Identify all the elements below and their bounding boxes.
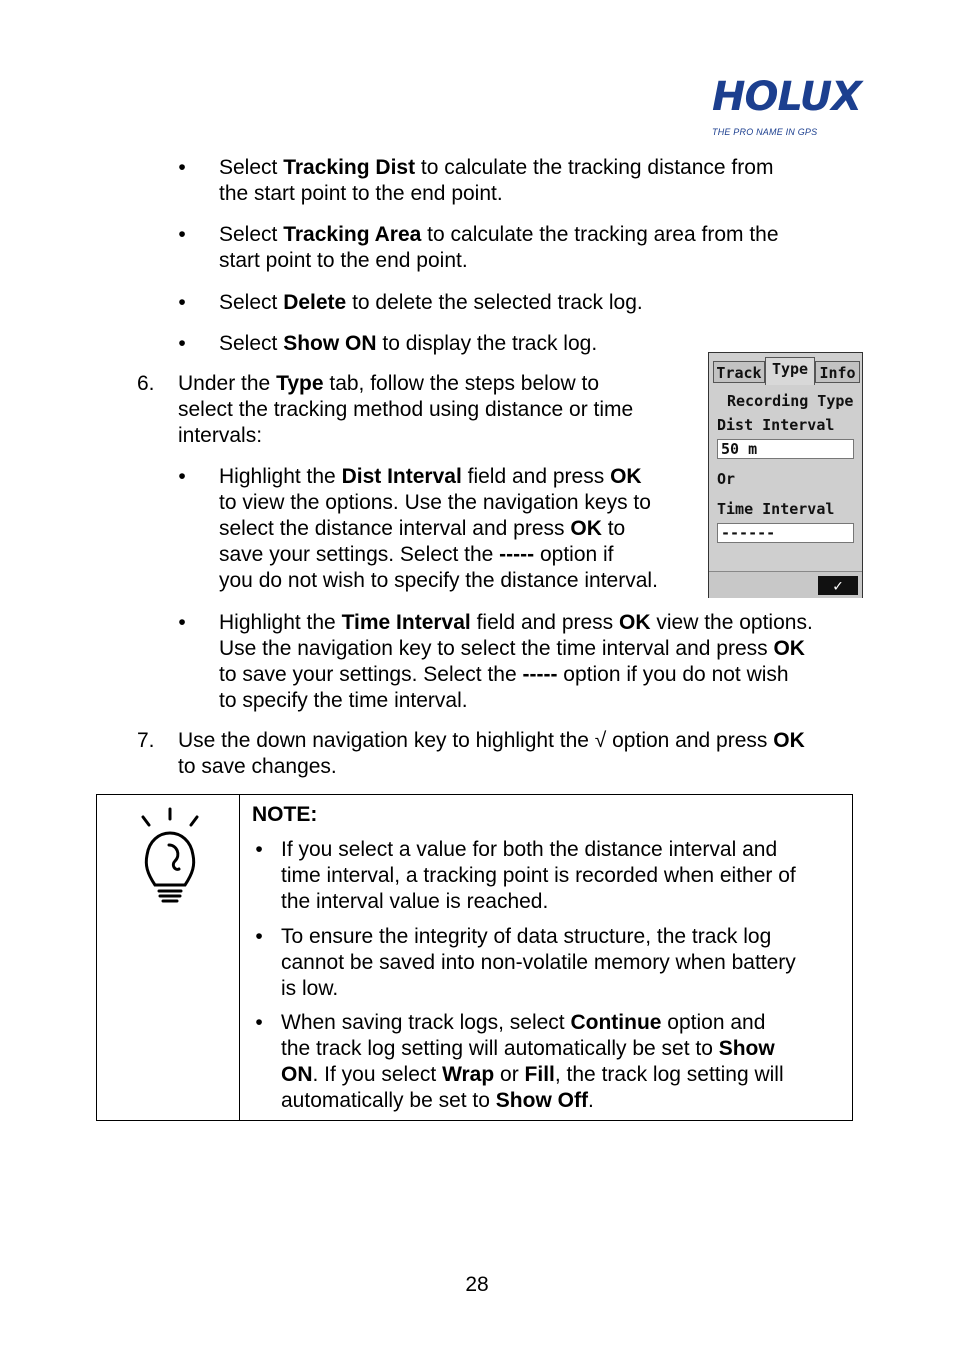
logo-wordmark: HOLUX [712,74,862,120]
bullet-dot: • [178,223,186,246]
note-item-interval: If you select a value for both the distance interval and time interval, a tracking point is recorded when either of the interval value is reached. [281,838,796,913]
logo-tagline: THE PRO NAME IN GPS [712,127,818,137]
bullet-delete: Select Delete to delete the selected track log. [219,291,643,314]
holux-logo [708,74,862,138]
step7-text: Use the down navigation key to highlight the √ option and press OK to save changes. [178,729,805,778]
step-number: 7. [137,729,155,752]
bullet-show-on: Select Show ON to display the track log. [219,332,598,355]
bullet-tracking-dist: Select Tracking Dist to calculate the tracking distance from the start point to the end point. [219,156,774,205]
bullet-dot: • [255,838,263,861]
note-title: NOTE: [252,803,318,826]
device-or-label: Or [717,470,736,488]
page-number: 28 [465,1273,489,1296]
bullet-dot: • [178,156,186,179]
device-time-interval-label: Time Interval [717,500,835,518]
device-tab-info[interactable]: Info [815,361,860,383]
note-item-saving: When saving track logs, select Continue option and the track log setting will automatically be set to Show ON. If you select Wrap or Fill, the track log setting will automatically be set to Show Off. [281,1011,784,1112]
device-bottom-bar [709,571,862,598]
bullet-dist-interval: Highlight the Dist Interval field and press OK to view the options. Use the navigation keys to select the distance interval and press OK to save your settings. Select the ----- option if you do not wish to specify the distance interval. [219,465,658,592]
device-dist-interval-label: Dist Interval [717,416,835,434]
device-tab-type[interactable]: Type [765,357,815,385]
device-dist-interval-field[interactable]: 50 m [717,439,854,459]
device-time-interval-field[interactable]: ------ [717,523,854,543]
device-tab-track[interactable]: Track [713,361,765,383]
bullet-tracking-area: Select Tracking Area to calculate the tracking area from the start point to the end point. [219,223,779,272]
bullet-dot: • [255,925,263,948]
device-confirm-button[interactable]: ✓ [818,576,858,595]
bullet-dot: • [178,611,186,634]
lightbulb-icon [135,807,205,907]
bullet-dot: • [178,291,186,314]
note-box [96,794,853,1121]
bullet-time-interval: Highlight the Time Interval field and press OK view the options. Use the navigation key to select the time interval and press OK to save your settings. Select the ----- option if you do not wish to specify the time interval. [219,611,813,712]
bullet-dot: • [178,332,186,355]
bullet-dot: • [255,1011,263,1034]
device-screenshot [708,352,863,598]
note-item-battery: To ensure the integrity of data structure, the track log cannot be saved into non-volatile memory when battery is low. [281,925,796,1000]
step-number: 6. [137,372,155,395]
note-divider [239,795,240,1120]
step6-text: Under the Type tab, follow the steps below to select the tracking method using distance or time intervals: [178,372,634,447]
bullet-dot: • [178,465,186,488]
device-recording-type-heading: Recording Type [727,392,854,410]
device-tab-bar [713,357,860,385]
